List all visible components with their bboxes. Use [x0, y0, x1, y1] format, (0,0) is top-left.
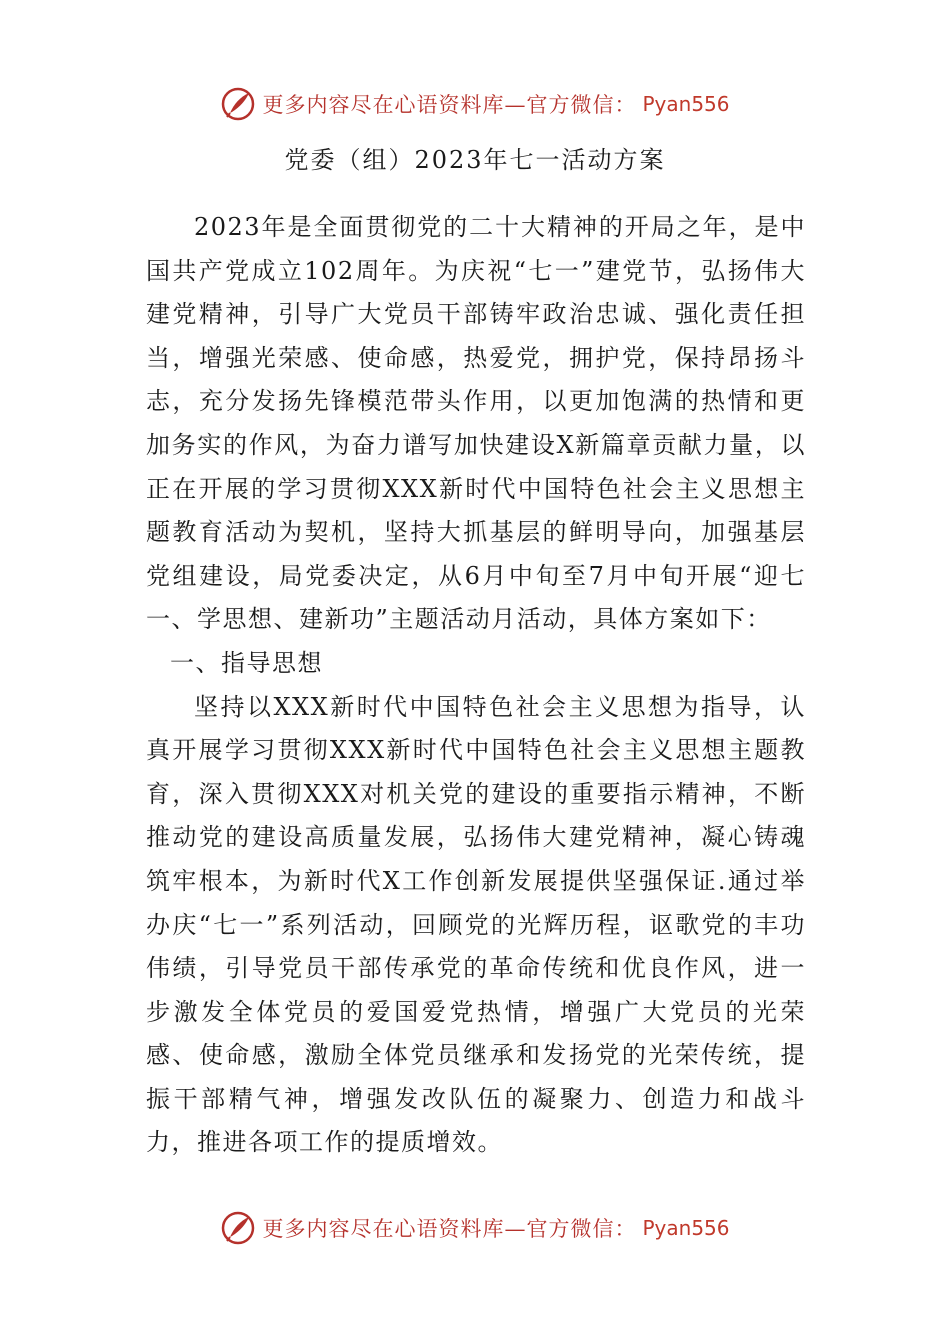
watermark-contact: Pyan556	[642, 1216, 730, 1240]
document-title: 党委（组）2023年七一活动方案	[284, 146, 666, 174]
watermark-header	[0, 84, 950, 124]
document-body	[146, 206, 806, 1165]
watermark-footer	[0, 1208, 950, 1248]
guiding-ideology-paragraph: 坚持以XXX新时代中国特色社会主义思想为指导，认真开展学习贯彻XXX新时代中国特色社会主义思想主题教育，深入贯彻XXX对机关党的建设的重要指示精神，不断推动党的建设高质量发展，弘扬伟大建党精神，凝心铸魂筑牢根本，为新时代X工作创新发展提供坚强保证.通过举办庆“七一”系列活动，回顾党的光辉历程，讴歌党的丰功伟绩，引导党员干部传承党的革命传统和优良作风，进一步激发全体党员的爱国爱党热情，增强广大党员的光荣感、使命感，激励全体党员继承和发扬党的光荣传统，提振干部精气神，增强发改队伍的凝聚力、创造力和战斗力，推进各项工作的提质增效。	[146, 692, 806, 1157]
watermark-contact: Pyan556	[642, 92, 730, 116]
section-heading-guiding-ideology: 一、指导思想	[170, 648, 323, 677]
watermark-text: 更多内容尽在心语资料库—官方微信：	[262, 1217, 637, 1241]
quill-logo-icon	[220, 86, 256, 122]
watermark-text: 更多内容尽在心语资料库—官方微信：	[262, 93, 637, 117]
intro-paragraph: 2023年是全面贯彻党的二十大精神的开局之年，是中国共产党成立102周年。为庆祝“七一”建党节，弘扬伟大建党精神，引导广大党员干部铸牢政治忠诚、强化责任担当，增强光荣感、使命感，热爱党，拥护党，保持昂扬斗志，充分发扬先锋模范带头作用，以更加饱满的热情和更加务实的作风，为奋力谱写加快建设X新篇章贡献力量，以正在开展的学习贯彻XXX新时代中国特色社会主义思想主题教育活动为契机，坚持大抓基层的鲜明导向，加强基层党组建设，局党委决定，从6月中旬至7月中旬开展“迎七一、学思想、建新功”主题活动月活动，具体方案如下：	[146, 213, 806, 634]
quill-logo-icon	[220, 1210, 256, 1246]
